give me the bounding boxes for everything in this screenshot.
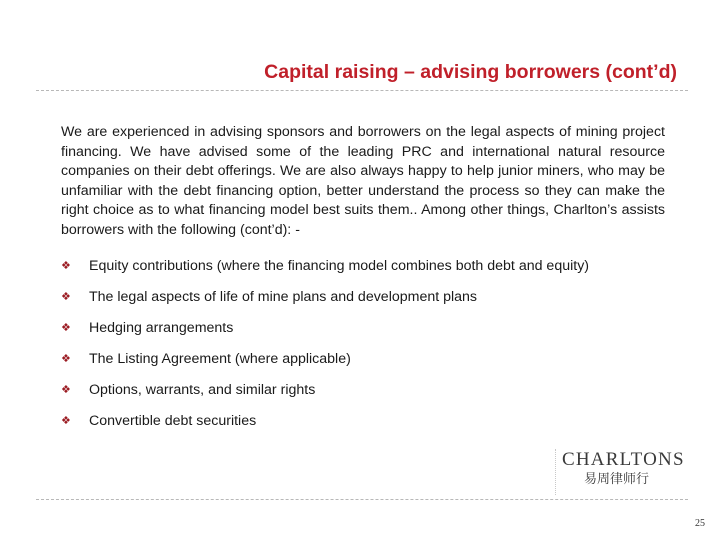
diamond-bullet-icon: ❖ — [61, 290, 71, 303]
diamond-bullet-icon: ❖ — [61, 259, 71, 272]
bullet-text: Equity contributions (where the financing model combines both debt and equity) — [89, 257, 590, 274]
bullet-text: Hedging arrangements — [89, 319, 234, 336]
bullet-text: The legal aspects of life of mine plans and development plans — [89, 288, 478, 305]
list-item — [61, 250, 701, 281]
diamond-bullet-icon: ❖ — [61, 352, 71, 365]
bullet-list — [61, 250, 701, 436]
bottom-divider — [36, 499, 688, 500]
logo-chinese-name: 易周律师行 — [584, 472, 650, 487]
charltons-logo — [555, 449, 683, 495]
top-divider — [36, 90, 688, 91]
bullet-text: Convertible debt securities — [89, 412, 257, 429]
bullet-text: Options, warrants, and similar rights — [89, 381, 316, 398]
slide-title: Capital raising – advising borrowers (cont’d) — [264, 61, 677, 83]
intro-paragraph: We are experienced in advising sponsors and borrowers on the legal aspects of mining project financing. We have advised some of the leading PRC and international natural resource companies on their debt offerings. We are also always happy to help junior miners, who may be unfamiliar with the debt financing option, better understand the process so they can make the right choice as to what financing model best suits them.. Among other things, Charlton’s assists borrowers with the following (cont’d): - — [61, 124, 665, 238]
list-item — [61, 281, 701, 312]
logo-wordmark: CHARLTONS — [562, 449, 685, 470]
list-item — [61, 374, 701, 405]
list-item — [61, 405, 701, 436]
diamond-bullet-icon: ❖ — [61, 414, 71, 427]
diamond-bullet-icon: ❖ — [61, 321, 71, 334]
bullet-text: The Listing Agreement (where applicable) — [89, 350, 351, 367]
list-item — [61, 343, 701, 374]
page-number: 25 — [695, 518, 705, 529]
diamond-bullet-icon: ❖ — [61, 383, 71, 396]
list-item — [61, 312, 701, 343]
